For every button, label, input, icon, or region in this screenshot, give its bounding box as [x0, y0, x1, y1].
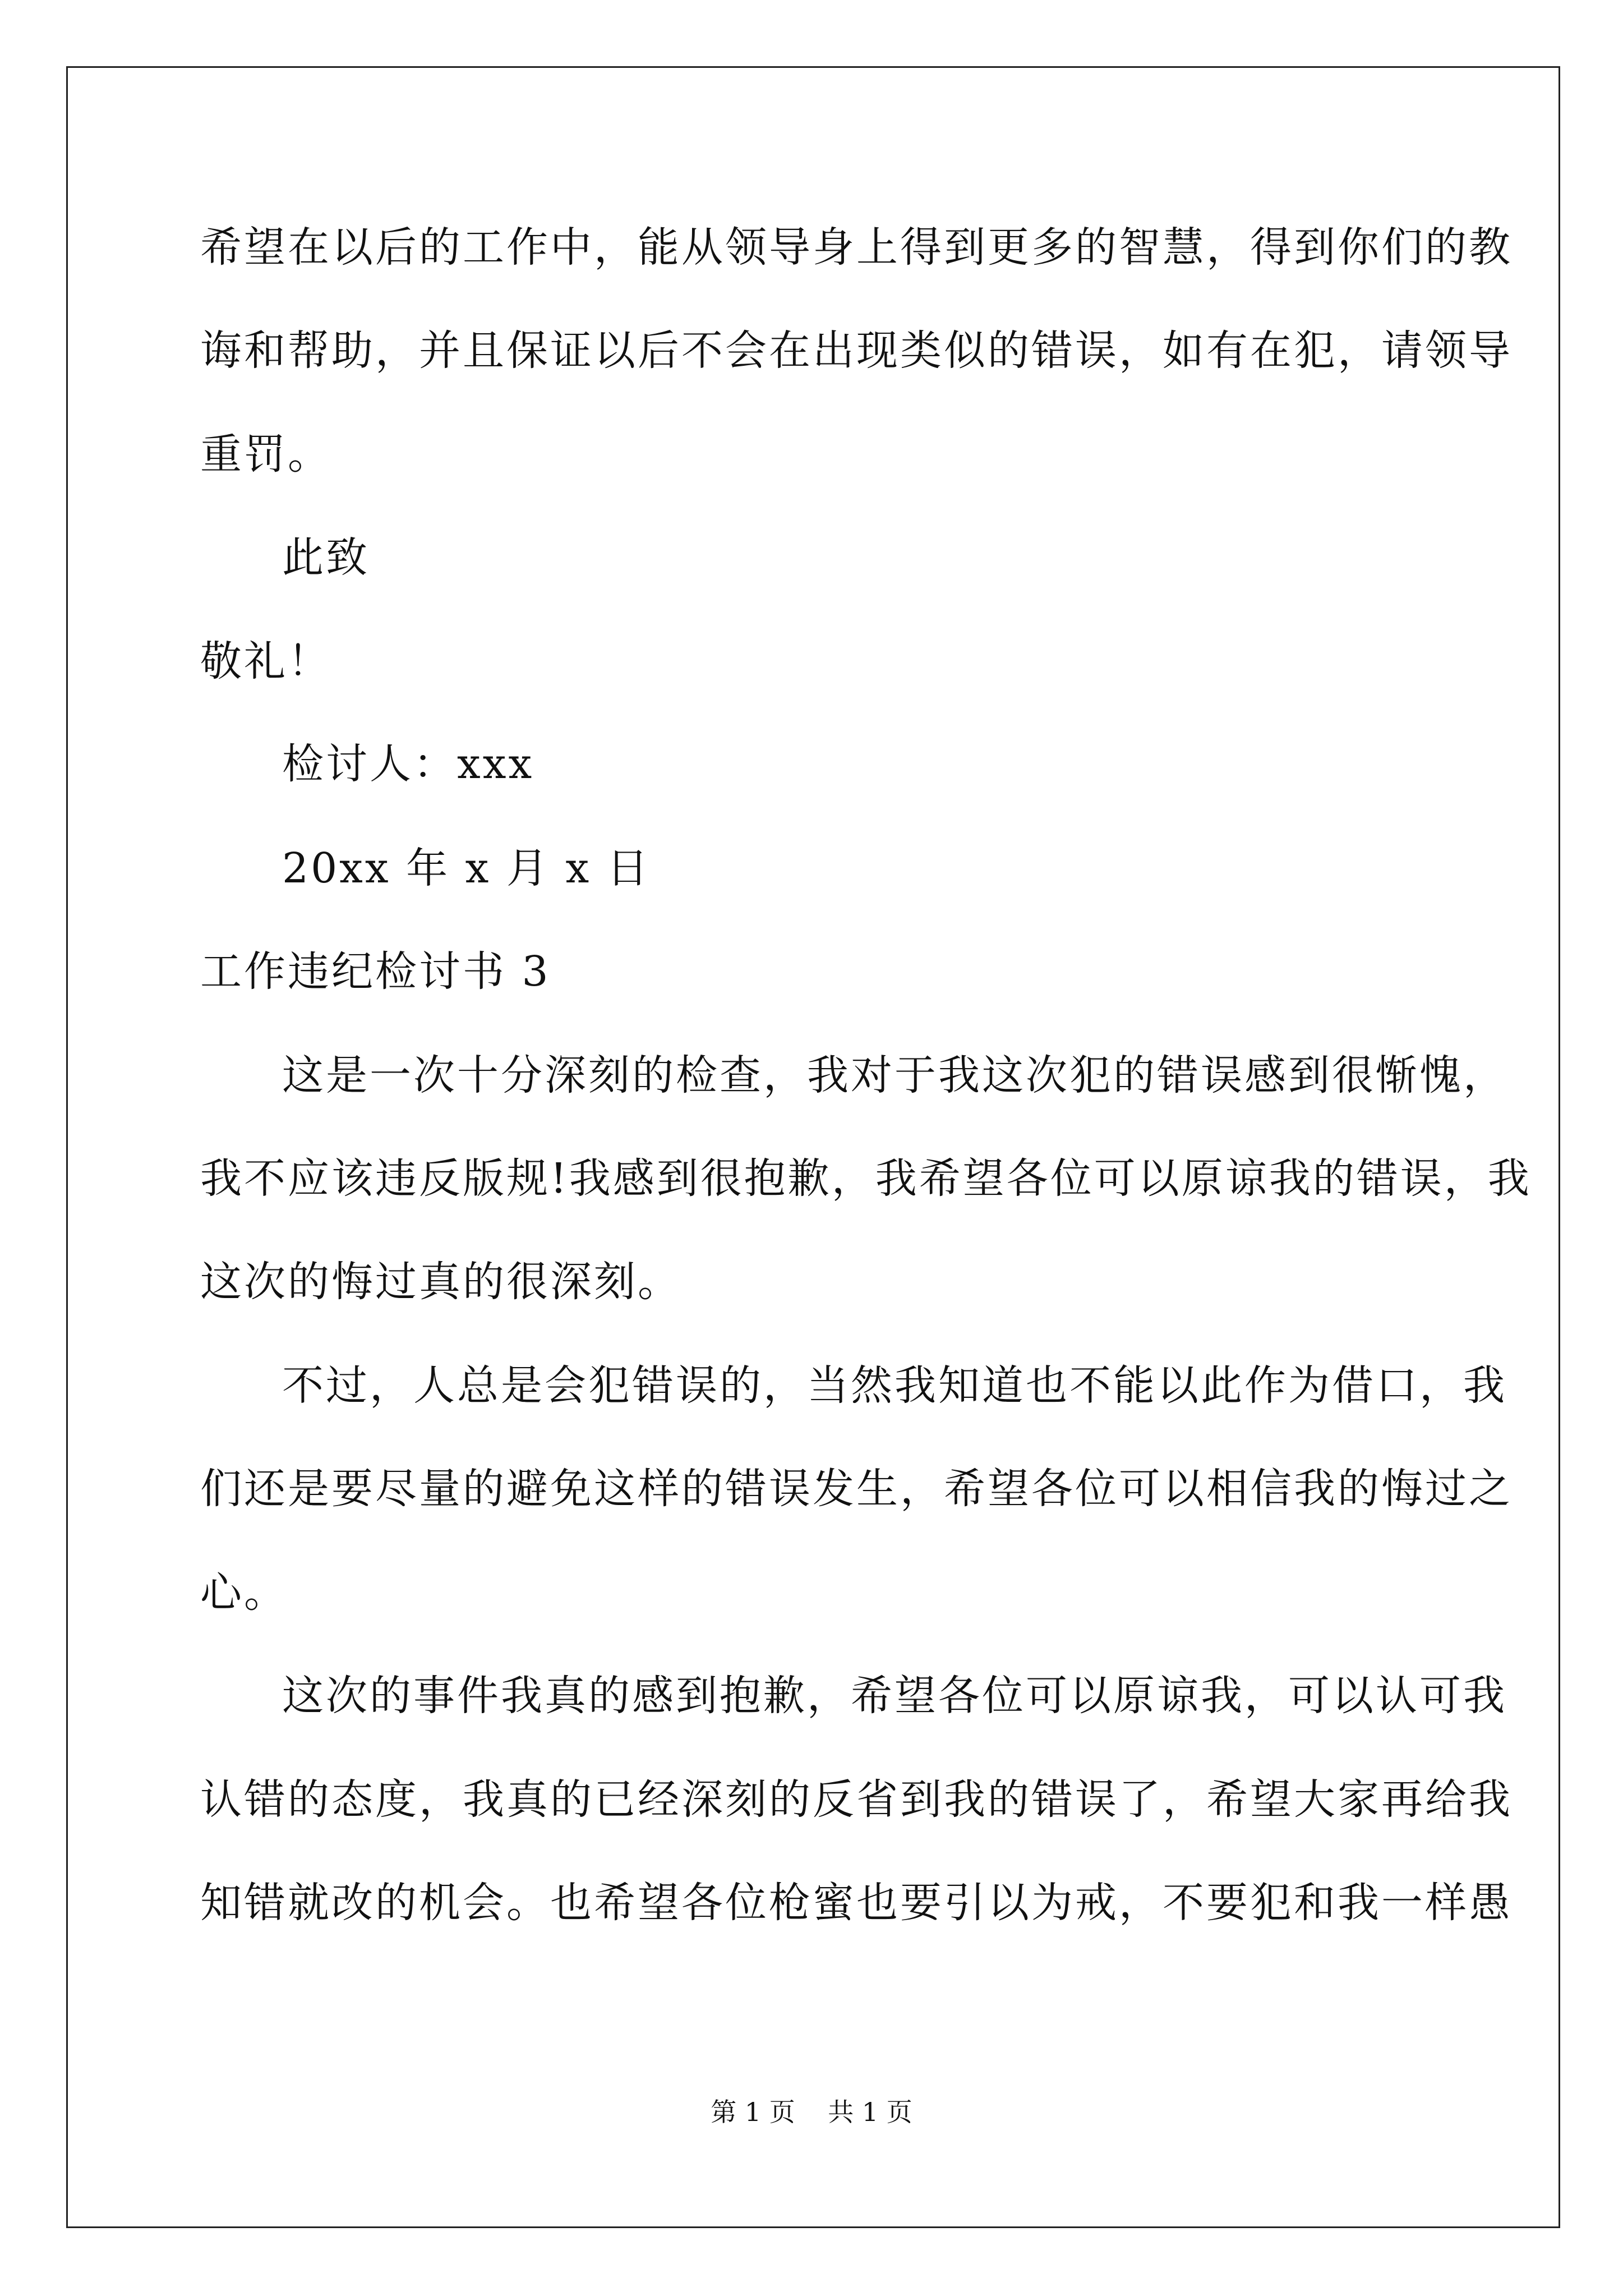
- body-line: 这次的悔过真的很深刻。: [200, 1258, 681, 1306]
- body-line: 希望在以后的工作中，能从领导身上得到更多的智慧，得到你们的教: [200, 223, 1513, 272]
- closing-salutation: 此致: [282, 533, 370, 582]
- body-line: 知错就改的机会。也希望各位枪蜜也要引以为戒，不要犯和我一样愚: [200, 1879, 1513, 1927]
- body-line: 这是一次十分深刻的检查，我对于我这次犯的错误感到很惭愧，: [282, 1051, 1507, 1099]
- body-line: 心。: [200, 1568, 288, 1617]
- page-footer: 第 1 页 共 1 页: [711, 2097, 912, 2127]
- closing-regards: 敬礼！: [200, 637, 331, 685]
- body-line: 不过，人总是会犯错误的，当然我知道也不能以此作为借口，我: [282, 1361, 1507, 1410]
- body-line: 我不应该违反版规!我感到很抱歉，我希望各位可以原谅我的错误，我: [200, 1154, 1532, 1203]
- section-title: 工作违纪检讨书 3: [200, 947, 551, 996]
- body-line: 重罚。: [200, 430, 331, 478]
- body-line: 们还是要尽量的避免这样的错误发生，希望各位可以相信我的悔过之: [200, 1465, 1513, 1513]
- body-line: 诲和帮助，并且保证以后不会在出现类似的错误，如有在犯，请领导: [200, 326, 1513, 375]
- body-line: 这次的事件我真的感到抱歉，希望各位可以原谅我，可以认可我: [282, 1672, 1507, 1720]
- date-line: 20xx 年 x 月 x 日: [282, 844, 651, 892]
- body-line: 认错的态度，我真的已经深刻的反省到我的错误了，希望大家再给我: [200, 1775, 1513, 1824]
- signature-line: 检讨人：xxx: [282, 740, 534, 788]
